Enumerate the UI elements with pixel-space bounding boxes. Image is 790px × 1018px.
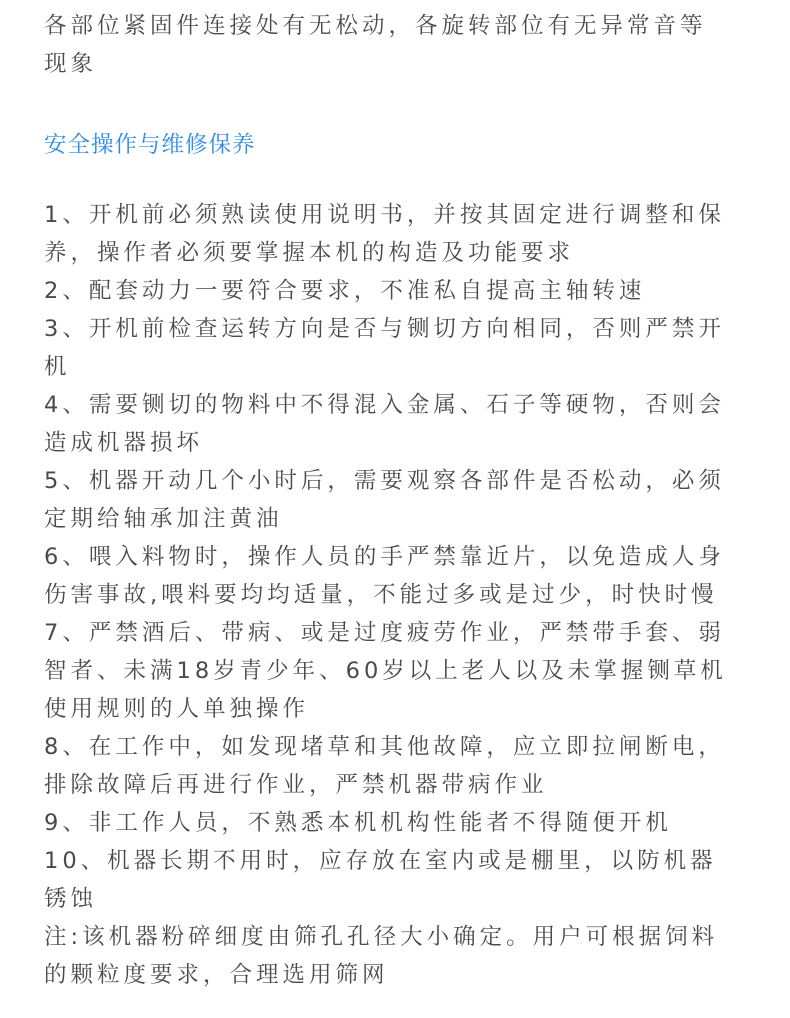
list-item-1: 1、开机前必须熟读使用说明书，并按其固定进行调整和保 养，操作者必须要掌握本机的构造及功能要求 bbox=[44, 202, 725, 266]
intro-paragraph: 各部位紧固件连接处有无松动，各旋转部位有无异常音等 现象 bbox=[44, 13, 707, 77]
section-title: 安全操作与维修保养 bbox=[44, 132, 256, 158]
safety-maintenance-list bbox=[44, 196, 754, 994]
list-item-2: 2、配套动力一要符合要求，不准私自提高主轴转速 bbox=[44, 278, 646, 304]
document-page bbox=[44, 0, 754, 994]
list-item-8: 8、在工作中，如发现堵草和其他故障，应立即拉闸断电， 排除故障后再进行作业，严禁机器带病作业 bbox=[44, 734, 725, 798]
list-item-7: 7、严禁酒后、带病、或是过度疲劳作业，严禁带手套、弱 智者、未满18岁青少年、60岁以上老人以及未掌握铡草机 使用规则的人单独操作 bbox=[44, 620, 727, 722]
list-item-4: 4、需要铡切的物料中不得混入金属、石子等硬物，否则会 造成机器损坏 bbox=[44, 392, 725, 456]
list-item-9: 9、非工作人员，不熟悉本机机构性能者不得随便开机 bbox=[44, 810, 672, 836]
note-paragraph: 注:该机器粉碎细度由筛孔孔径大小确定。用户可根据饲料 的颗粒度要求，合理选用筛网 bbox=[44, 924, 719, 988]
list-item-10: 10、机器长期不用时，应存放在室内或是棚里，以防机器 锈蚀 bbox=[44, 848, 717, 912]
list-item-5: 5、机器开动几个小时后，需要观察各部件是否松动，必须 定期给轴承加注黄油 bbox=[44, 468, 725, 532]
list-item-3: 3、开机前检查运转方向是否与铡切方向相同，否则严禁开 机 bbox=[44, 316, 725, 380]
list-item-6: 6、喂入料物时，操作人员的手严禁靠近片，以免造成人身 伤害事故,喂料要均均适量，不能过多或是过少，时快时慢 bbox=[44, 544, 725, 608]
